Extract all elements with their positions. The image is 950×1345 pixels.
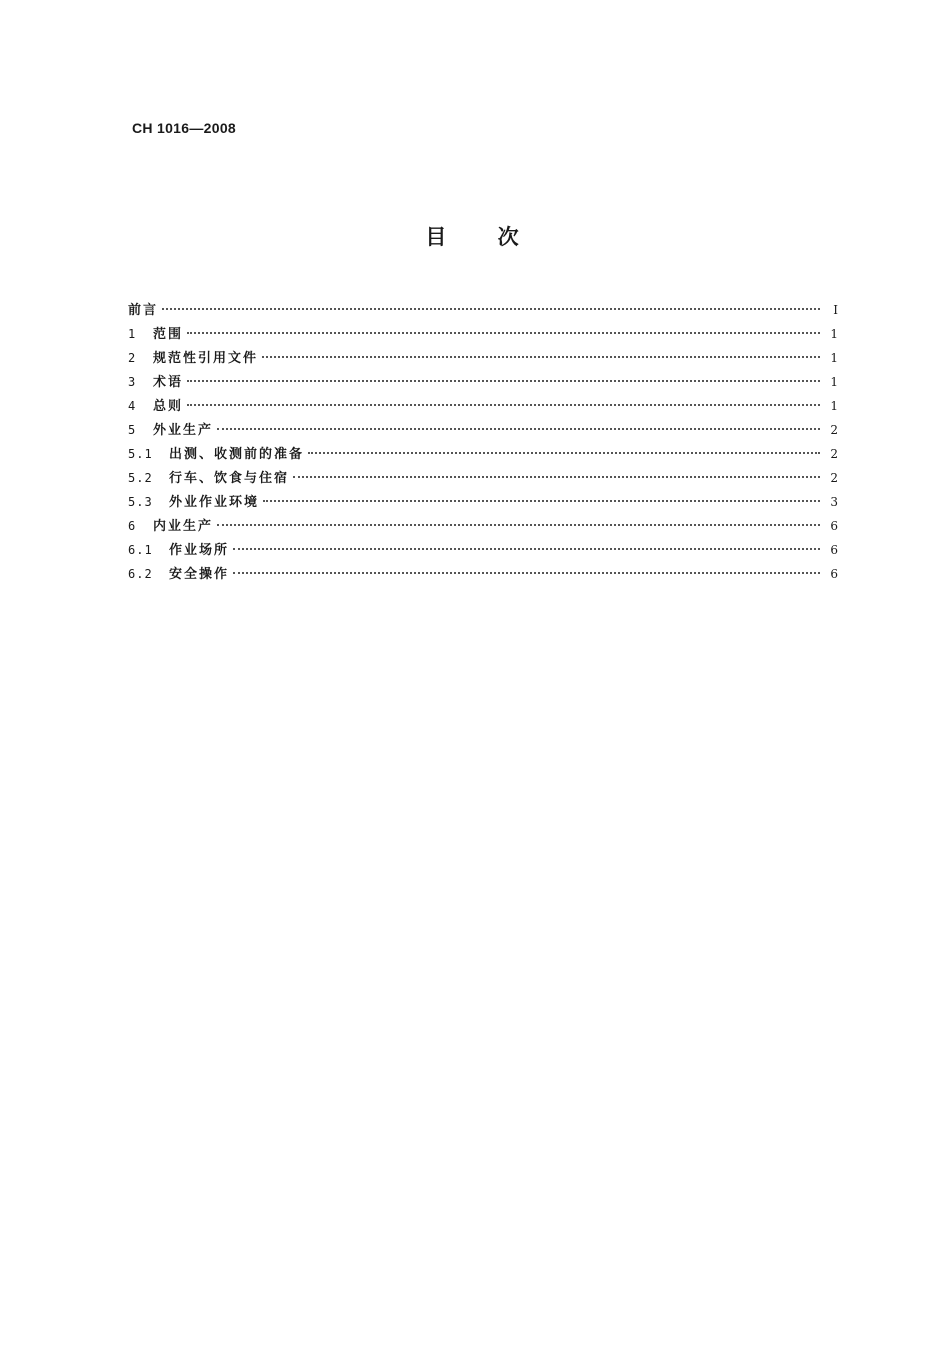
dot-leader (233, 548, 820, 550)
toc-entry-page: 1 (830, 375, 838, 389)
toc-entry[interactable] (128, 322, 838, 346)
toc-entry[interactable] (128, 418, 838, 442)
toc-entry[interactable] (128, 490, 838, 514)
toc-entry[interactable] (128, 442, 838, 466)
toc-entry-number: 6.1 (128, 543, 153, 557)
dot-leader (162, 308, 820, 310)
standard-code: CH 1016—2008 (132, 120, 236, 136)
dot-leader (263, 500, 820, 502)
toc-entry-label: 外业生产 (153, 423, 214, 438)
toc-entry[interactable] (128, 538, 838, 562)
table-of-contents (128, 298, 838, 586)
dot-leader (262, 356, 820, 358)
dot-leader (187, 332, 820, 334)
dot-leader (217, 428, 820, 430)
toc-entry-page: Ⅰ (833, 303, 838, 317)
toc-entry[interactable] (128, 466, 838, 490)
toc-entry-label: 前言 (128, 303, 159, 318)
toc-entry-number: 5 (128, 423, 137, 437)
toc-entry[interactable] (128, 298, 838, 322)
toc-entry-number: 6 (128, 519, 137, 533)
toc-entry[interactable] (128, 370, 838, 394)
dot-leader (308, 452, 820, 454)
toc-entry-number: 4 (128, 399, 137, 413)
toc-entry-label: 外业作业环境 (169, 495, 260, 510)
toc-entry-page: 2 (830, 471, 838, 485)
toc-entry-page: 1 (830, 399, 838, 413)
toc-entry-number: 3 (128, 375, 137, 389)
dot-leader (187, 380, 820, 382)
toc-entry-number: 6.2 (128, 567, 153, 581)
toc-entry-label: 总则 (153, 399, 184, 414)
toc-entry[interactable] (128, 562, 838, 586)
toc-entry-page: 2 (830, 447, 838, 461)
toc-entry-page: 1 (830, 327, 838, 341)
dot-leader (187, 404, 820, 406)
toc-entry-page: 6 (830, 543, 838, 557)
toc-entry-page: 3 (830, 495, 838, 509)
toc-entry[interactable] (128, 514, 838, 538)
toc-entry-label: 规范性引用文件 (153, 351, 259, 366)
toc-entry-page: 1 (830, 351, 838, 365)
toc-entry-number: 5.3 (128, 495, 153, 509)
toc-entry[interactable] (128, 394, 838, 418)
toc-entry[interactable] (128, 346, 838, 370)
toc-entry-label: 内业生产 (153, 519, 214, 534)
toc-entry-number: 2 (128, 351, 137, 365)
toc-entry-label: 安全操作 (169, 567, 230, 582)
toc-entry-number: 1 (128, 327, 137, 341)
toc-entry-number: 5.2 (128, 471, 153, 485)
toc-entry-label: 出测、收测前的准备 (169, 447, 305, 462)
toc-entry-page: 6 (830, 567, 838, 581)
dot-leader (217, 524, 820, 526)
toc-entry-page: 6 (830, 519, 838, 533)
dot-leader (233, 572, 820, 574)
toc-title: 目 次 (425, 225, 541, 249)
toc-entry-label: 作业场所 (169, 543, 230, 558)
toc-entry-label: 范围 (153, 327, 184, 342)
toc-entry-label: 术语 (153, 375, 184, 390)
toc-entry-number: 5.1 (128, 447, 153, 461)
toc-entry-page: 2 (830, 423, 838, 437)
toc-entry-label: 行车、饮食与住宿 (169, 471, 290, 486)
dot-leader (293, 476, 820, 478)
